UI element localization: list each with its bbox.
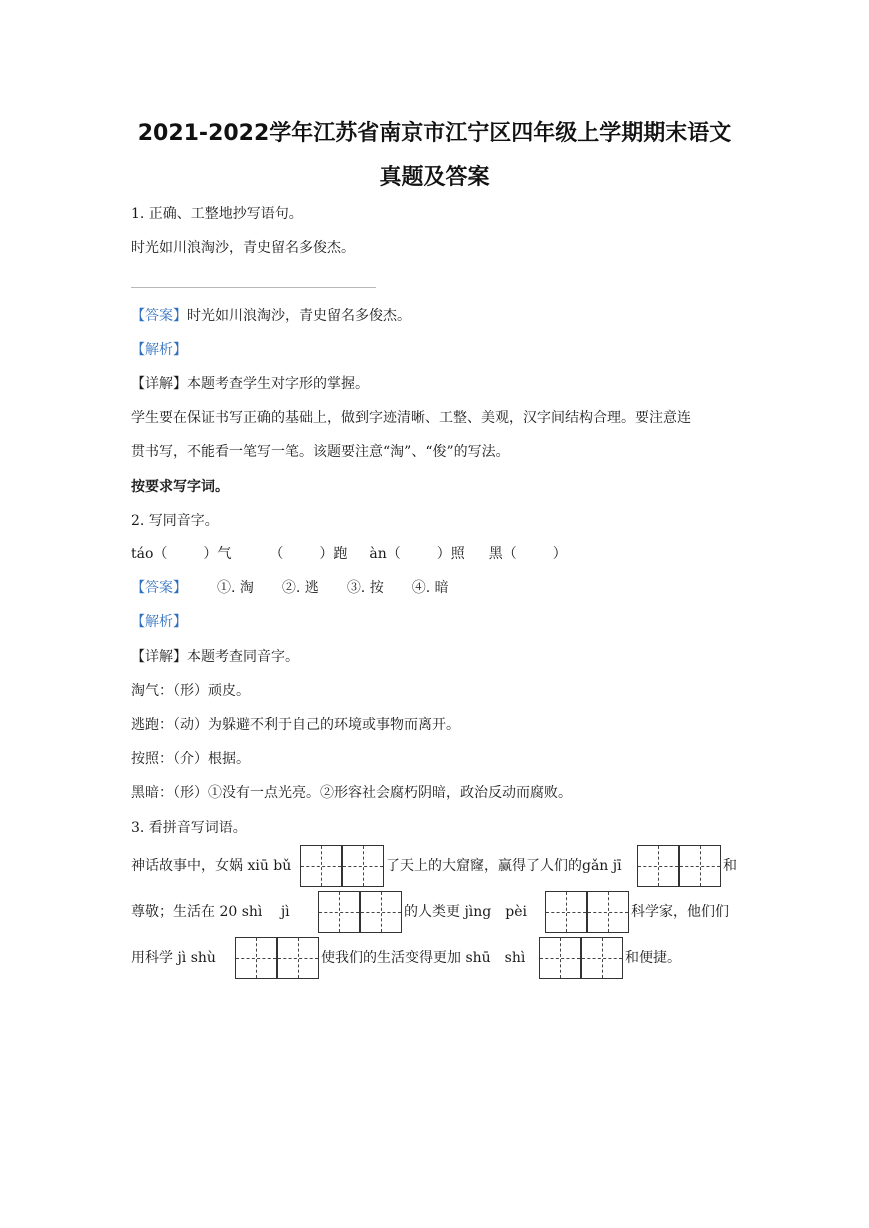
q3-row3-text-c: 和便捷。 <box>625 950 681 966</box>
document-title-line2: 真题及答案 <box>379 165 490 190</box>
tianzige-box[interactable] <box>679 845 721 887</box>
q3-row1-text-c: 和 <box>723 858 737 874</box>
tianzige-box[interactable] <box>637 845 679 887</box>
q1-sentence: 时光如川浪淘沙，青史留名多俊杰。 <box>131 240 355 256</box>
q2-item4-prefix: 黑（ <box>488 546 517 562</box>
q1-detail <box>131 374 369 394</box>
q3-row3-text-a: 用科学 jì shù <box>131 950 216 966</box>
tianzige-box[interactable] <box>300 845 342 887</box>
answer-text: 时光如川浪淘沙，青史留名多俊杰。 <box>187 308 411 324</box>
q2-explain-3: 按照：（介）根据。 <box>131 751 250 767</box>
q1-explain-2: 贯书写，不能看一笔写一笔。该题要注意“淘”、“俊”的写法。 <box>131 444 510 460</box>
q3-row2-text-c: 科学家，他们们 <box>631 904 729 920</box>
section-heading: 按要求写字词。 <box>131 479 229 495</box>
q2-answer <box>131 578 449 598</box>
q1-explain-1: 学生要在保证书写正确的基础上，做到字迹清晰、工整、美观，汉字间结构合理。要注意连 <box>131 410 691 426</box>
q2-explain-1: 淘气：（形）顽皮。 <box>131 683 250 699</box>
detail-tag: 【详解】 <box>131 649 187 665</box>
answer-tag: 【答案】 <box>131 580 187 596</box>
q2-item1-prefix: táo（ <box>131 546 168 562</box>
tianzige-box[interactable] <box>539 937 581 979</box>
q2-question: 2. 写同音字。 <box>131 513 219 529</box>
q3-row2-text-a: 尊敬；生活在 20 shì jì <box>131 904 290 920</box>
tianzige-box[interactable] <box>587 891 629 933</box>
tianzige-box[interactable] <box>545 891 587 933</box>
q2-answer-1: ①. 淘 <box>217 580 254 596</box>
q2-item1-suffix: ）气 <box>203 546 232 562</box>
answer-tag: 【答案】 <box>131 308 187 324</box>
q3-row3-text-b: 使我们的生活变得更加 shū shì <box>321 950 526 966</box>
q3-row1-text-b: 了天上的大窟窿，赢得了人们的gǎn jī <box>386 858 622 874</box>
q2-analysis-tag: 【解析】 <box>131 614 187 630</box>
q2-item3-suffix: ）照 <box>436 546 465 562</box>
tianzige-box[interactable] <box>277 937 319 979</box>
q2-detail <box>131 647 299 667</box>
q1-answer <box>131 306 411 326</box>
q3-row1-text-a: 神话故事中，女娲 xiū bǔ <box>131 858 292 874</box>
q3-row2-text-b: 的人类更 jìng pèi <box>404 904 527 920</box>
document-title-line1: 2021-2022学年江苏省南京市江宁区四年级上学期期末语文 <box>137 121 732 146</box>
q2-item2-suffix: ）跑 <box>319 546 348 562</box>
q1-analysis-tag: 【解析】 <box>131 342 187 358</box>
q1-question: 1. 正确、工整地抄写语句。 <box>131 206 303 222</box>
detail-tag: 【详解】 <box>131 376 187 392</box>
tianzige-box[interactable] <box>235 937 277 979</box>
tianzige-box[interactable] <box>318 891 360 933</box>
q2-item2-prefix: （ <box>269 546 284 562</box>
q2-answer-3: ③. 按 <box>346 580 384 596</box>
tianzige-box[interactable] <box>581 937 623 979</box>
q3-question: 3. 看拼音写词语。 <box>131 820 247 836</box>
q2-answer-2: ②. 逃 <box>281 580 319 596</box>
q2-item3-prefix: àn（ <box>369 546 401 562</box>
tianzige-box[interactable] <box>360 891 402 933</box>
q2-explain-4: 黑暗：（形）①没有一点光亮。②形容社会腐朽阴暗，政治反动而腐败。 <box>131 785 572 801</box>
q1-writing-line <box>131 287 376 288</box>
q2-answer-4: ④. 暗 <box>411 580 449 596</box>
q2-explain-2: 逃跑：（动）为躲避不利于自己的环境或事物而离开。 <box>131 717 460 733</box>
detail-text: 本题考查同音字。 <box>187 649 299 665</box>
tianzige-box[interactable] <box>342 845 384 887</box>
q2-item4-suffix: ） <box>552 546 567 562</box>
detail-text: 本题考查学生对字形的掌握。 <box>187 376 369 392</box>
q2-items <box>131 544 567 564</box>
